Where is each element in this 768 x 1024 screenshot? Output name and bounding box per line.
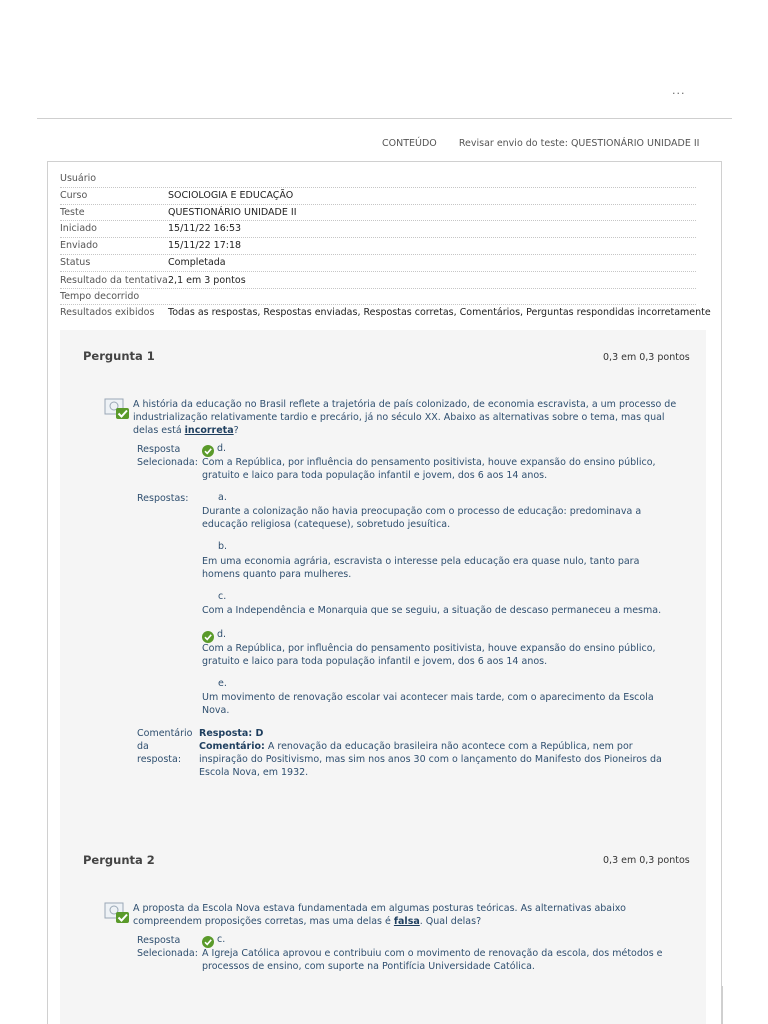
detail-label: Resultado da tentativa <box>60 274 168 286</box>
detail-label: Tempo decorrido <box>60 290 140 302</box>
detail-label: Usuário <box>60 173 97 184</box>
attempt-details <box>60 171 711 322</box>
option-c-letter: c. <box>218 591 227 602</box>
option-b-letter: b. <box>218 541 228 552</box>
detail-value: SOCIOLOGIA E EDUCAÇÃO <box>168 189 294 201</box>
detail-row-enviado <box>60 238 696 255</box>
option-d-text: Com a República, por influência do pensamento positivista, houve expansão do ensino público, gratuito e laico para toda população infantil e jovem, dos 6 aos 14 anos. <box>202 643 656 667</box>
question-2-title: Pergunta 2 <box>83 853 155 867</box>
option-e-letter: e. <box>218 678 227 689</box>
detail-label: Teste <box>60 206 85 218</box>
header-divider <box>37 118 732 119</box>
detail-row-usuario <box>60 171 696 188</box>
detail-label: Resultados exibidos <box>60 307 155 319</box>
detail-row-resultado <box>60 272 696 289</box>
correct-answer-icon <box>104 902 130 924</box>
detail-row-exibidos <box>60 305 711 322</box>
breadcrumb-item-conteudo[interactable]: CONTEÚDO <box>382 138 437 149</box>
question-1-title: Pergunta 1 <box>83 349 155 363</box>
option-a-letter: a. <box>218 492 227 503</box>
detail-label: Curso <box>60 189 88 201</box>
panel-edge <box>722 986 723 1024</box>
detail-label: Iniciado <box>60 223 97 235</box>
selected-answer-label: Resposta Selecionada: <box>137 444 198 468</box>
option-e-text: Um movimento de renovação escolar vai acontecer mais tarde, com o aparecimento da Escola Nova. <box>202 692 654 716</box>
detail-value: 15/11/22 16:53 <box>168 223 242 235</box>
selected-answer-letter: c. <box>217 934 226 945</box>
detail-value: Todas as respostas, Respostas enviadas, Respostas corretas, Comentários, Perguntas respondidas incorretamente <box>168 307 711 319</box>
detail-label: Status <box>60 256 91 268</box>
detail-label: Enviado <box>60 240 98 252</box>
question-2-text: A proposta da Escola Nova estava fundamentada em algumas posturas teóricas. As alternativas abaixo compreendem proposições corretas, mas uma delas é falsa. Qual delas? <box>133 903 626 927</box>
detail-row-iniciado <box>60 221 696 238</box>
breadcrumb-item-current: Revisar envio do teste: QUESTIONÁRIO UNIDADE II <box>458 138 700 149</box>
detail-value: 15/11/22 17:18 <box>168 240 242 252</box>
selected-answer-text: A Igreja Católica aprovou e contribuiu com o movimento de renovação da escola, dos métodos e processos de ensino, com suporte na Pontifícia Universidade Católica. <box>202 948 663 972</box>
feedback-label: Comentário da resposta: <box>137 728 193 765</box>
question-1-text: A história da educação no Brasil reflete a trajetória de país colonizado, de economia escravista, a um processo de industrialização relativamente tardio e precário, já no século XX. Abaixo as alternativas sobre o tema, mas qual delas está incorreta? <box>133 399 677 436</box>
detail-row-teste <box>60 205 696 222</box>
question-1-points: 0,3 em 0,3 pontos <box>603 352 690 363</box>
detail-value: Completada <box>168 256 226 268</box>
breadcrumb <box>382 138 699 149</box>
selected-answer-label: Resposta Selecionada: <box>137 935 198 959</box>
more-options-icon[interactable]: ... <box>672 84 686 97</box>
option-b-text: Em uma economia agrária, escravista o interesse pela educação era quase nulo, tanto para homens quanto para mulheres. <box>202 556 640 580</box>
selected-answer-letter: d. <box>217 443 227 454</box>
selected-answer-text: Com a República, por influência do pensamento positivista, houve expansão do ensino público, gratuito e laico para toda população infantil e jovem, dos 6 aos 14 anos. <box>202 457 656 481</box>
option-d-letter: d. <box>217 629 227 640</box>
correct-answer-icon <box>104 398 130 420</box>
answers-label: Respostas: <box>137 493 189 504</box>
option-c-text: Com a Independência e Monarquia que se seguiu, a situação de descaso permaneceu a mesma. <box>202 605 662 616</box>
question-2-points: 0,3 em 0,3 pontos <box>603 855 690 866</box>
detail-row-status <box>60 255 696 272</box>
feedback-text: Resposta: D Comentário: A renovação da educação brasileira não acontece com a República, nem por inspiração do Positivismo, mas sim nos anos 30 com o lançamento do Manifesto dos Pioneiros da Escola Nova, em 1932. <box>199 728 662 778</box>
option-a-text: Durante a colonização não havia preocupação com o processo de educação: predominava a educação religiosa (catequese), sobretudo jesuítica. <box>202 506 642 530</box>
detail-row-curso <box>60 188 696 205</box>
detail-value: QUESTIONÁRIO UNIDADE II <box>168 206 297 218</box>
detail-value: 2,1 em 3 pontos <box>168 274 246 286</box>
detail-row-tempo <box>60 289 696 306</box>
